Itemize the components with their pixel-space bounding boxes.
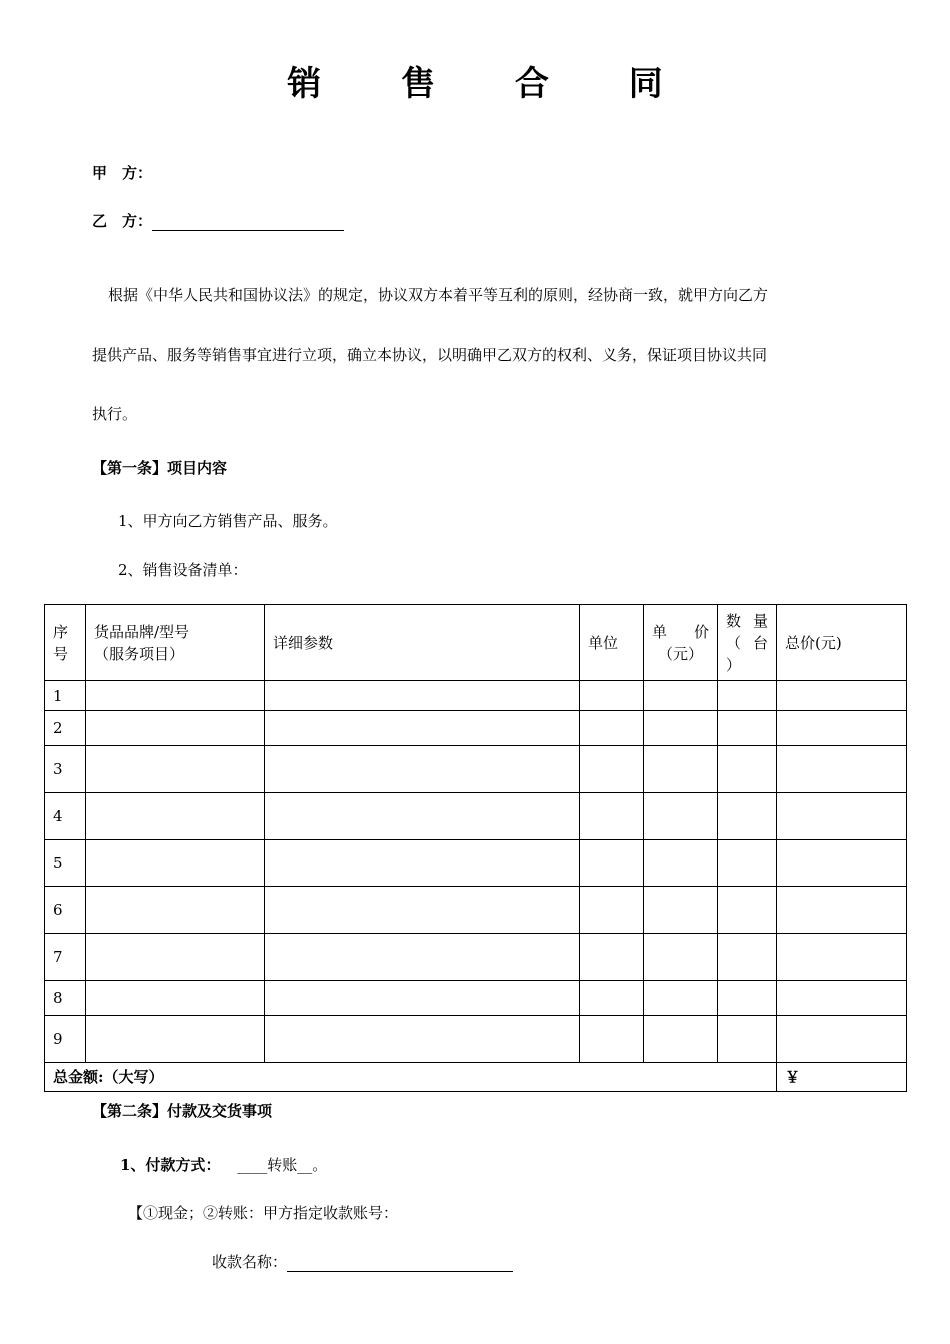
payment-methods-text: 【①现金；②转账：甲方指定收款账号： (128, 1204, 399, 1222)
article-1-heading: 【第一条】项目内容 (92, 459, 228, 477)
table-row: 1 (45, 681, 907, 711)
intro-line-2: 提供产品、服务等销售事宜进行立项，确立本协议，以明确甲乙双方的权利、义务，保证项目协议共同 (92, 346, 768, 364)
table-row: 5 (45, 840, 907, 887)
header-brand: 货品品牌/型号 （服务项目） (86, 605, 265, 681)
payment-method-label: 1、付款方式： (120, 1156, 221, 1174)
header-params: 详细参数 (265, 605, 580, 681)
payment-method-line (120, 1154, 327, 1175)
header-total-price: 总价(元) (777, 605, 907, 681)
intro-line-1: 根据《中华人民共和国协议法》的规定，协议双方本着平等互利的原则，经协商一致，就甲方向乙方 (108, 286, 769, 304)
article-1-item-1: 1、甲方向乙方销售产品、服务。 (118, 512, 338, 530)
article-2-heading: 【第二条】付款及交货事项 (92, 1102, 273, 1120)
payee-label: 收款名称： (212, 1253, 288, 1271)
table-row: 6 (45, 887, 907, 934)
party-b-line (92, 210, 344, 231)
intro-line-3: 执行。 (92, 405, 138, 423)
table-row: 8 (45, 981, 907, 1016)
party-b-label: 乙 方： (92, 212, 153, 230)
payee-line (212, 1251, 513, 1272)
article-1-item-2: 2、销售设备清单： (118, 561, 248, 579)
header-unit: 单位 (580, 605, 644, 681)
table-row: 7 (45, 934, 907, 981)
table-row: 9 (45, 1016, 907, 1063)
table-row: 3 (45, 746, 907, 793)
contract-title: 销 售 合 同 (287, 64, 697, 104)
table-total-row (45, 1063, 907, 1092)
header-unit-price: 单 价 （元） (644, 605, 718, 681)
payee-blank[interactable] (287, 1257, 513, 1272)
table-row: 4 (45, 793, 907, 840)
equipment-table (44, 604, 907, 1092)
total-amount-currency: ￥ (777, 1063, 907, 1092)
payment-method-value[interactable]: ____转账__。 (237, 1156, 328, 1174)
table-header-row (45, 605, 907, 681)
header-seq: 序 号 (45, 605, 86, 681)
total-amount-label: 总金额:（大写） (45, 1063, 777, 1092)
party-b-blank[interactable] (152, 216, 344, 231)
party-a-line (92, 162, 152, 183)
party-a-label: 甲 方： (92, 164, 153, 182)
header-quantity: 数 量 （ 台 ） (718, 605, 777, 681)
table-row: 2 (45, 711, 907, 746)
